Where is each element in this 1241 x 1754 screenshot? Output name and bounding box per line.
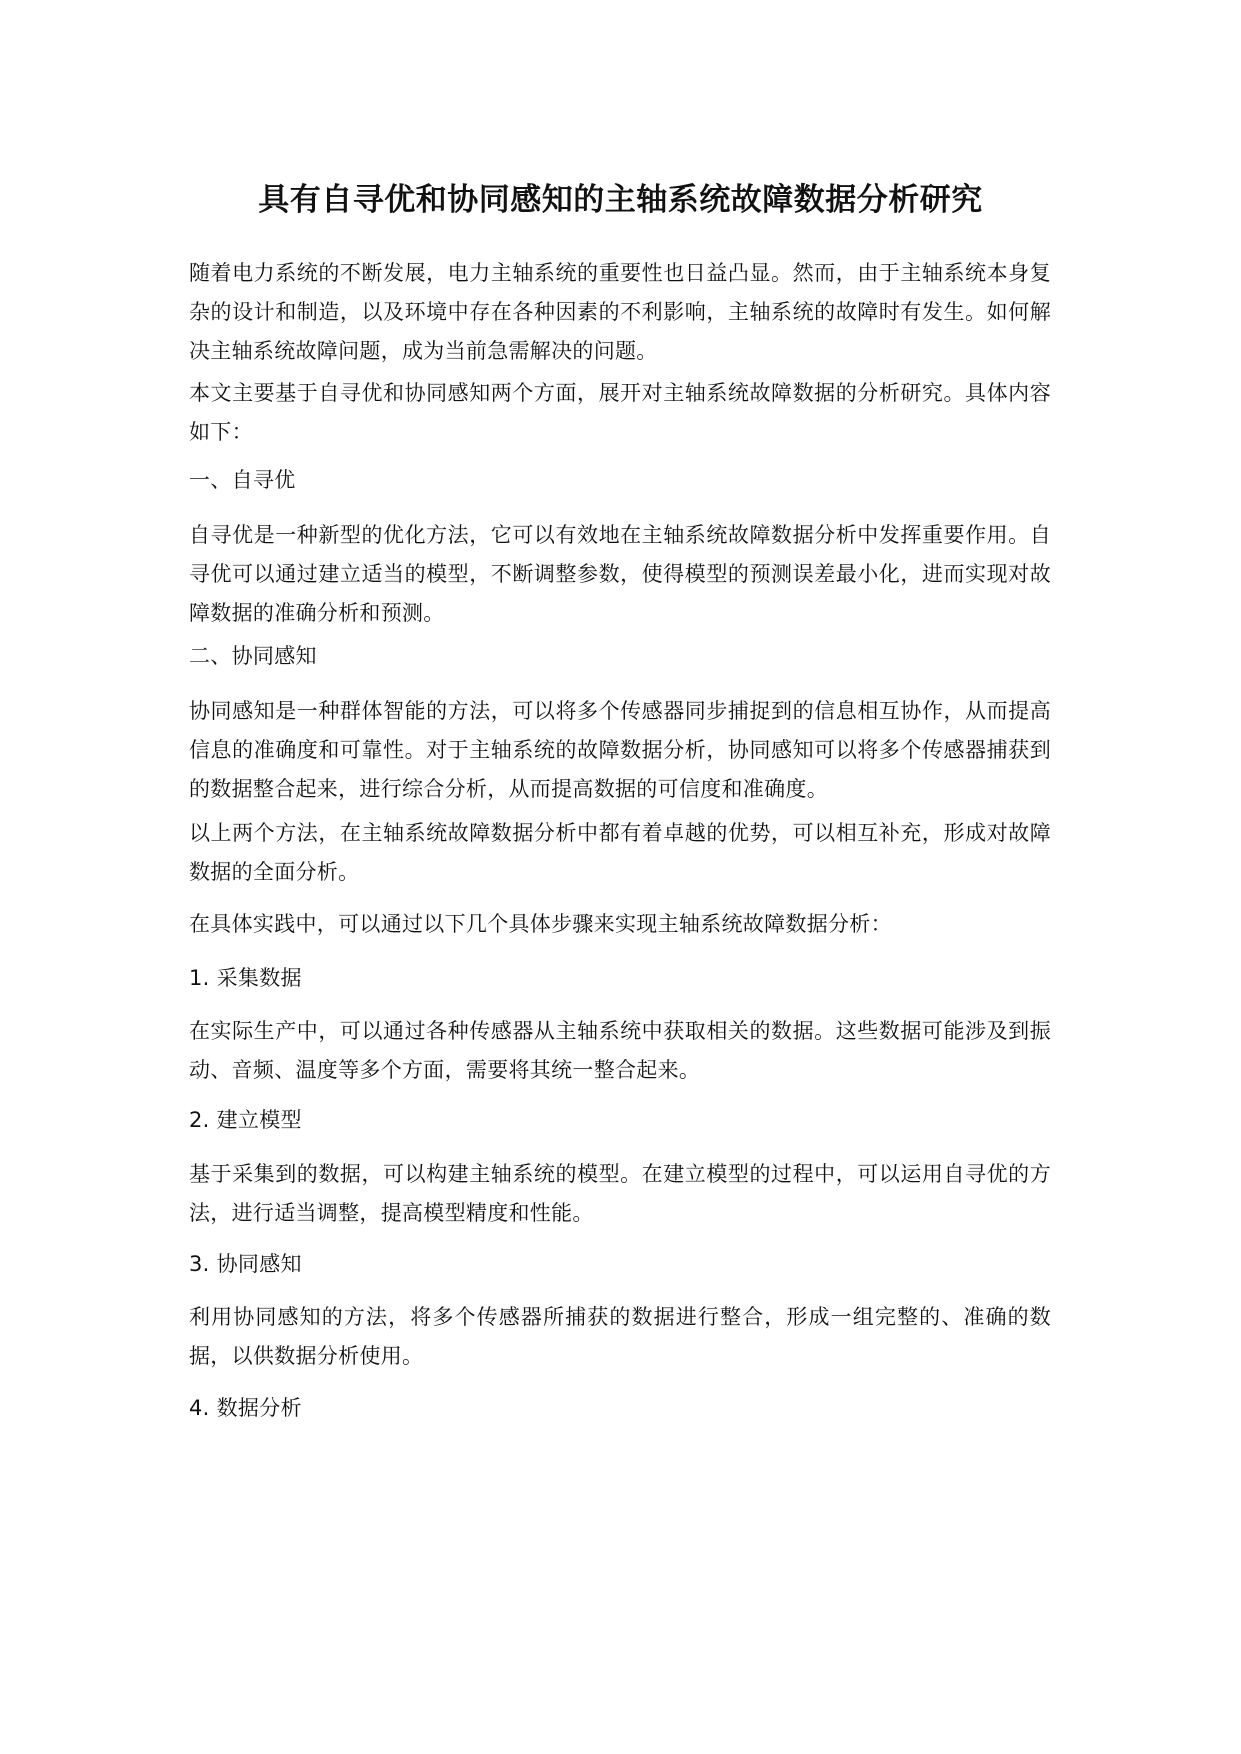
paragraph-practice-steps-intro: 在具体实践中，可以通过以下几个具体步骤来实现主轴系统故障数据分析： [189,912,892,936]
step-heading-collaborative-sensing: 3. 协同感知 [189,1252,302,1276]
section-heading-self-optimization: 一、自寻优 [189,468,296,492]
paragraph-methods-summary: 以上两个方法，在主轴系统故障数据分析中都有着卓越的优势，可以相互补充，形成对故障数据的全面分析。 [189,821,1051,884]
paragraph-intro: 随着电力系统的不断发展，电力主轴系统的重要性也日益凸显。然而，由于主轴系统本身复杂的设计和制造，以及环境中存在各种因素的不利影响，主轴系统的故障时有发生。如何解决主轴系统故障问题，成为当前急需解决的问题。 [189,261,1051,363]
step-heading-model-building: 2. 建立模型 [189,1108,302,1132]
paragraph-collaborative-sensing: 协同感知是一种群体智能的方法，可以将多个传感器同步捕捉到的信息相互协作，从而提高信息的准确度和可靠性。对于主轴系统的故障数据分析，协同感知可以将多个传感器捕获到的数据整合起来，进行综合分析，从而提高数据的可信度和准确度。 [189,699,1051,801]
step-heading-data-analysis: 4. 数据分析 [189,1396,302,1420]
section-heading-collaborative-sensing: 二、协同感知 [189,644,317,668]
paragraph-step-collaborative-sensing: 利用协同感知的方法，将多个传感器所捕获的数据进行整合，形成一组完整的、准确的数据，以供数据分析使用。 [189,1305,1051,1368]
paragraph-model-building: 基于采集到的数据，可以构建主轴系统的模型。在建立模型的过程中，可以运用自寻优的方法，进行适当调整，提高模型精度和性能。 [189,1162,1051,1225]
document-title: 具有自寻优和协同感知的主轴系统故障数据分析研究 [258,182,983,218]
paragraph-data-collection: 在实际生产中，可以通过各种传感器从主轴系统中获取相关的数据。这些数据可能涉及到振动、音频、温度等多个方面，需要将其统一整合起来。 [189,1019,1051,1082]
paragraph-self-optimization: 自寻优是一种新型的优化方法，它可以有效地在主轴系统故障数据分析中发挥重要作用。自寻优可以通过建立适当的模型，不断调整参数，使得模型的预测误差最小化，进而实现对故障数据的准确分析和预测。 [189,523,1051,625]
step-heading-data-collection: 1. 采集数据 [189,966,302,990]
paragraph-scope: 本文主要基于自寻优和协同感知两个方面，展开对主轴系统故障数据的分析研究。具体内容如下： [189,381,1051,444]
